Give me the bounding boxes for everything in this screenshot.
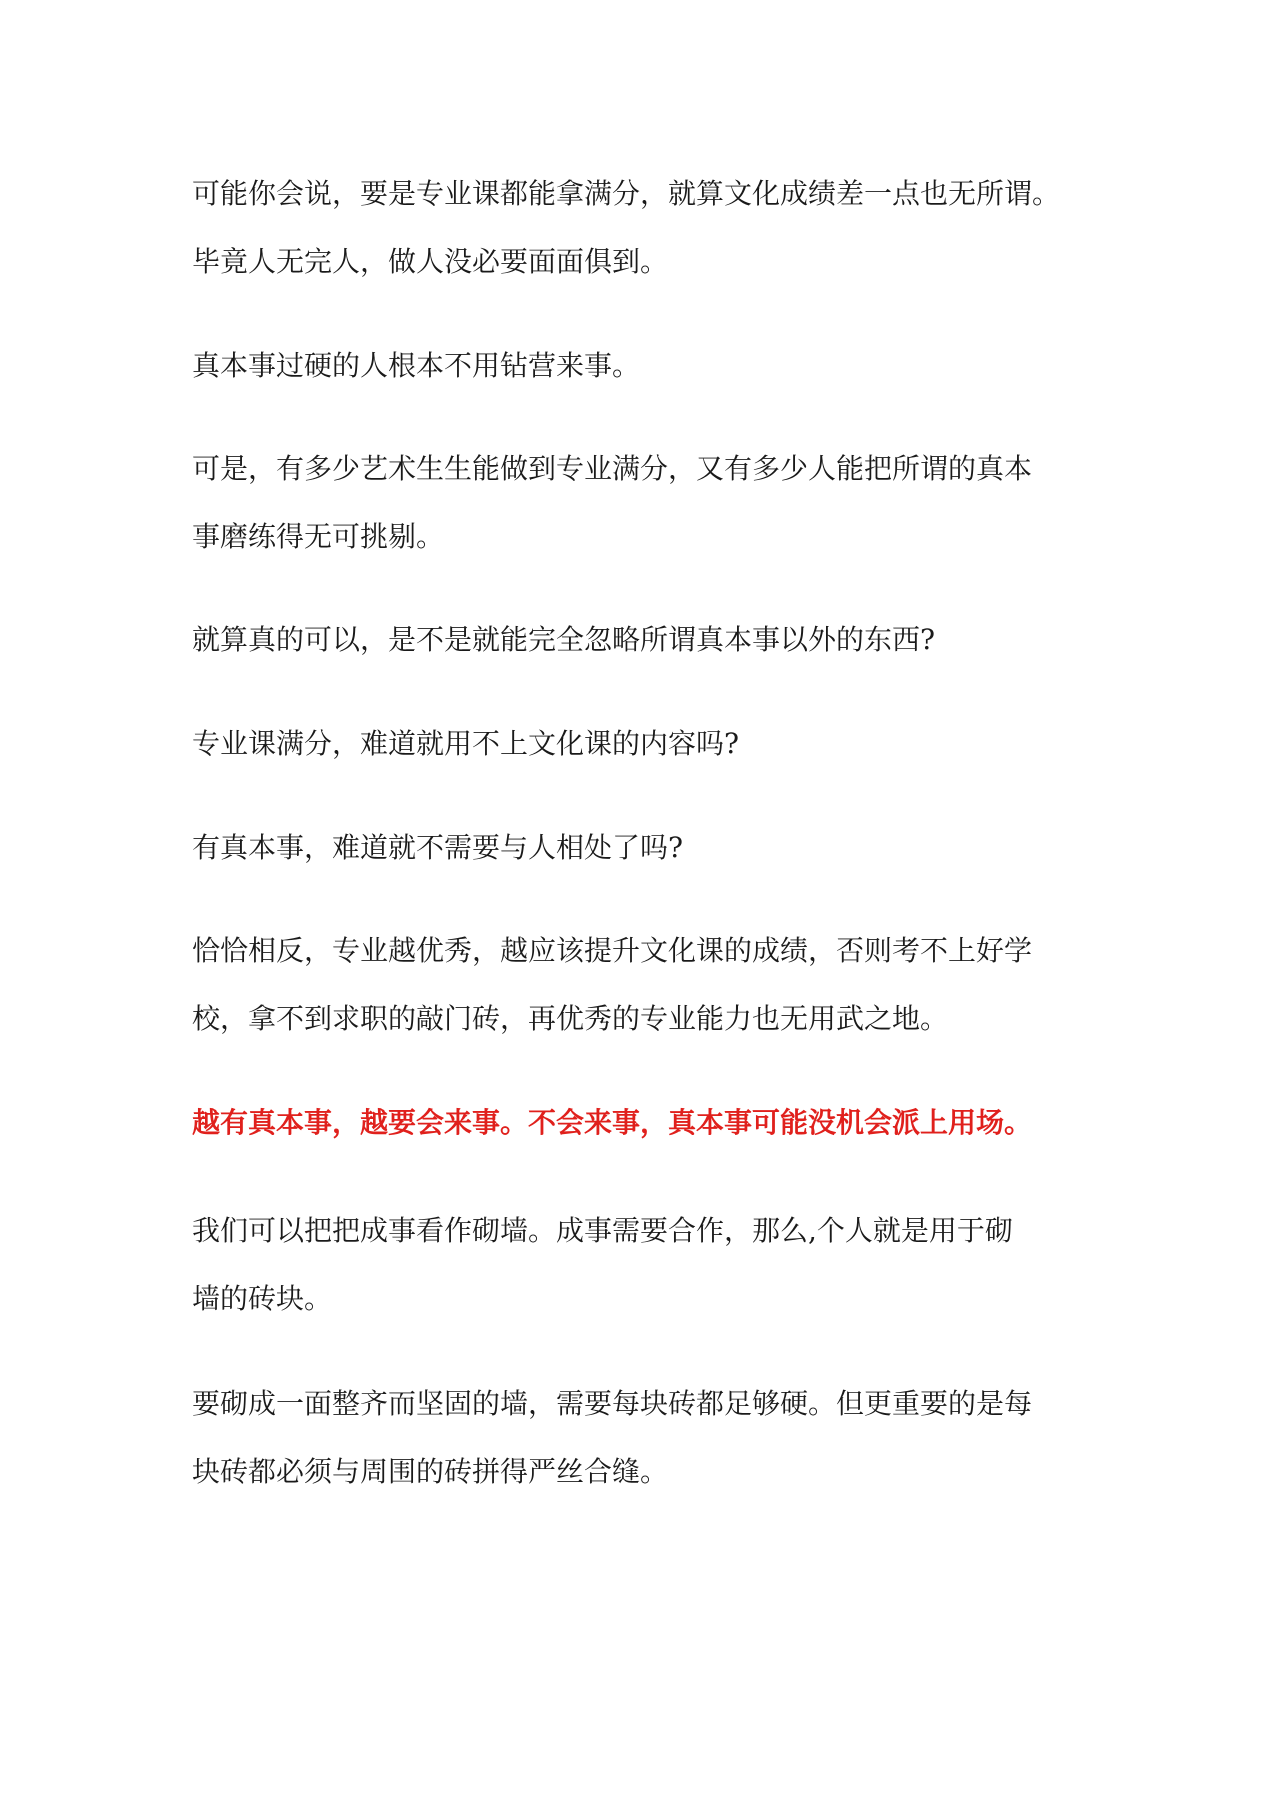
paragraph-3 [192, 435, 1092, 571]
paragraph-10 [192, 1370, 1092, 1506]
paragraph-line: 越有真本事，越要会来事。不会来事，真本事可能没机会派上用场。 [192, 1106, 1033, 1139]
paragraph-line: 恰恰相反，专业越优秀，越应该提升文化课的成绩，否则考不上好学 [192, 934, 1033, 967]
paragraph-line: 可是，有多少艺术生生能做到专业满分，又有多少人能把所谓的真本 [192, 452, 1033, 485]
paragraph-line: 墙的砖块。 [192, 1282, 333, 1315]
paragraph-line: 可能你会说，要是专业课都能拿满分，就算文化成绩差一点也无所谓。 [192, 177, 1061, 210]
paragraph-line: 我们可以把把成事看作砌墙。成事需要合作，那么,个人就是用于砌 [192, 1214, 1013, 1247]
paragraph-line: 真本事过硬的人根本不用钻营来事。 [192, 349, 641, 382]
paragraph-line: 要砌成一面整齐而坚固的墙，需要每块砖都足够硬。但更重要的是每 [192, 1387, 1033, 1420]
paragraph-5 [192, 710, 1092, 778]
paragraph-line: 就算真的可以，是不是就能完全忽略所谓真本事以外的东西? [192, 623, 936, 656]
paragraph-line: 块砖都必须与周围的砖拼得严丝合缝。 [192, 1455, 669, 1488]
paragraph-6 [192, 814, 1092, 882]
paragraph-9 [192, 1197, 1092, 1333]
paragraph-line: 专业课满分，难道就用不上文化课的内容吗? [192, 727, 740, 760]
paragraph-line: 有真本事，难道就不需要与人相处了吗? [192, 831, 684, 864]
emphasis-paragraph [192, 1089, 1092, 1157]
paragraph-2 [192, 332, 1092, 400]
paragraph-line: 校，拿不到求职的敲门砖，再优秀的专业能力也无用武之地。 [192, 1002, 949, 1035]
paragraph-4 [192, 606, 1092, 674]
paragraph-7 [192, 917, 1092, 1053]
paragraph-line: 事磨练得无可挑剔。 [192, 520, 445, 553]
paragraph-1 [192, 160, 1092, 296]
paragraph-line: 毕竟人无完人，做人没必要面面俱到。 [192, 245, 669, 278]
